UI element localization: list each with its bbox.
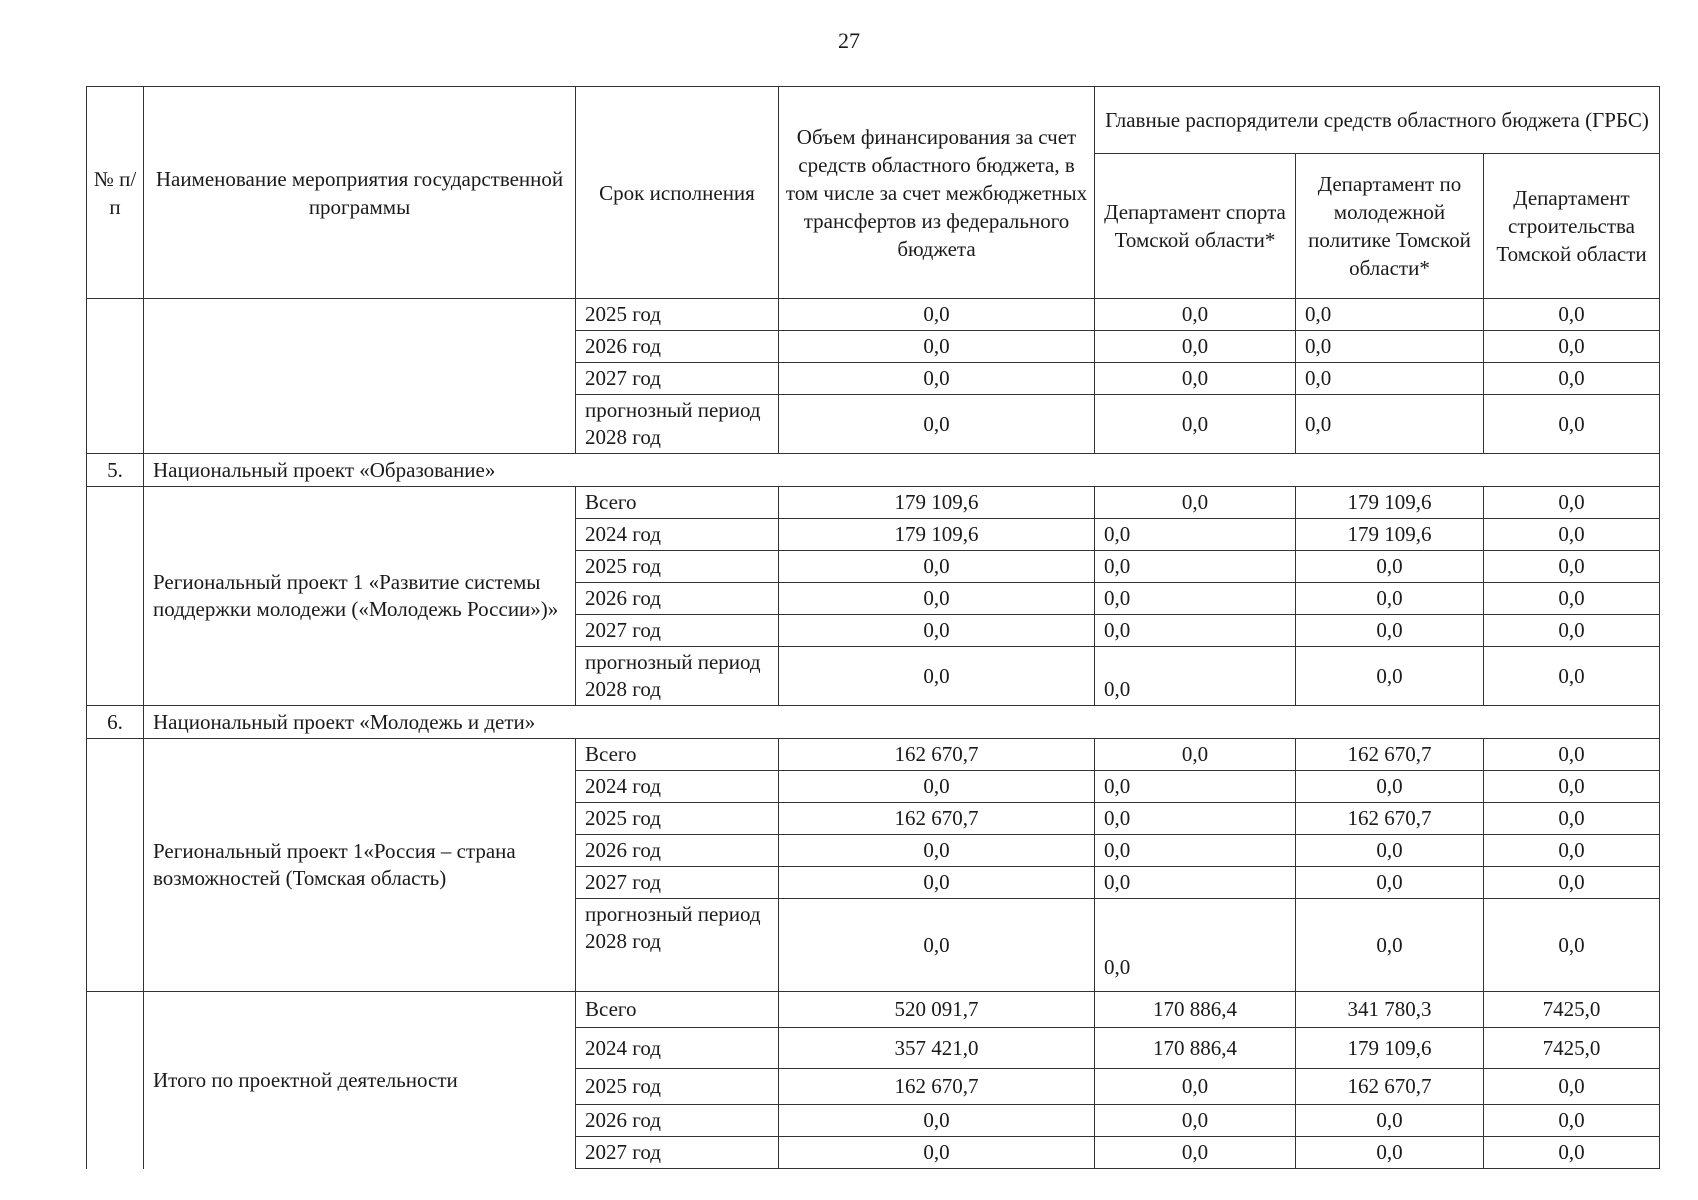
construction-cell: 0,0 bbox=[1484, 331, 1660, 363]
youth-cell: 0,0 bbox=[1296, 1137, 1484, 1169]
period-cell: 2025 год bbox=[576, 1069, 779, 1105]
volume-cell: 0,0 bbox=[779, 583, 1095, 615]
sport-cell: 0,0 bbox=[1095, 867, 1296, 899]
header-num: № п/п bbox=[87, 87, 144, 299]
header-grbs-group: Главные распорядители средств областного бюджета (ГРБС) bbox=[1095, 87, 1660, 154]
youth-cell: 0,0 bbox=[1296, 331, 1484, 363]
sport-cell: 0,0 bbox=[1095, 363, 1296, 395]
construction-cell: 0,0 bbox=[1484, 835, 1660, 867]
sport-cell: 0,0 bbox=[1095, 739, 1296, 771]
construction-cell: 0,0 bbox=[1484, 899, 1660, 992]
construction-cell: 0,0 bbox=[1484, 771, 1660, 803]
youth-cell: 0,0 bbox=[1296, 899, 1484, 992]
table-row bbox=[87, 299, 1660, 331]
header-grbs-sport: Департамент спорта Томской области* bbox=[1095, 154, 1296, 299]
volume-cell: 162 670,7 bbox=[779, 739, 1095, 771]
construction-cell: 0,0 bbox=[1484, 1137, 1660, 1169]
sport-cell: 0,0 bbox=[1095, 615, 1296, 647]
volume-cell: 0,0 bbox=[779, 835, 1095, 867]
period-cell: Всего bbox=[576, 992, 779, 1028]
sport-cell: 0,0 bbox=[1095, 299, 1296, 331]
name-cell bbox=[144, 299, 576, 454]
project-name: Региональный проект 1«Россия – страна возможностей (Томская область) bbox=[144, 739, 576, 992]
table-header-row bbox=[87, 87, 1660, 154]
youth-cell: 0,0 bbox=[1296, 647, 1484, 706]
sport-cell: 0,0 bbox=[1095, 519, 1296, 551]
youth-cell: 0,0 bbox=[1296, 835, 1484, 867]
sport-cell: 0,0 bbox=[1095, 803, 1296, 835]
volume-cell: 179 109,6 bbox=[779, 519, 1095, 551]
youth-cell: 0,0 bbox=[1296, 551, 1484, 583]
youth-cell: 0,0 bbox=[1296, 1105, 1484, 1137]
period-cell: прогнозный период 2028 год bbox=[576, 647, 779, 706]
period-cell: 2027 год bbox=[576, 615, 779, 647]
construction-cell: 0,0 bbox=[1484, 395, 1660, 454]
sport-cell: 0,0 bbox=[1095, 899, 1296, 992]
period-cell: 2025 год bbox=[576, 299, 779, 331]
total-title: Итого по проектной деятельности bbox=[144, 992, 576, 1169]
youth-cell: 162 670,7 bbox=[1296, 739, 1484, 771]
volume-cell: 0,0 bbox=[779, 331, 1095, 363]
volume-cell: 520 091,7 bbox=[779, 992, 1095, 1028]
volume-cell: 0,0 bbox=[779, 771, 1095, 803]
sport-cell: 170 886,4 bbox=[1095, 992, 1296, 1028]
sport-cell: 0,0 bbox=[1095, 647, 1296, 706]
sport-cell: 0,0 bbox=[1095, 1069, 1296, 1105]
youth-cell: 0,0 bbox=[1296, 771, 1484, 803]
num-cell bbox=[87, 992, 144, 1169]
youth-cell: 179 109,6 bbox=[1296, 1028, 1484, 1069]
sport-cell: 170 886,4 bbox=[1095, 1028, 1296, 1069]
volume-cell: 0,0 bbox=[779, 363, 1095, 395]
header-grbs-construction: Департамент строительства Томской области bbox=[1484, 154, 1660, 299]
construction-cell: 0,0 bbox=[1484, 739, 1660, 771]
sport-cell: 0,0 bbox=[1095, 487, 1296, 519]
volume-cell: 0,0 bbox=[779, 867, 1095, 899]
sport-cell: 0,0 bbox=[1095, 583, 1296, 615]
section-row bbox=[87, 706, 1660, 739]
construction-cell: 7425,0 bbox=[1484, 1028, 1660, 1069]
header-name: Наименование мероприятия государственной программы bbox=[144, 87, 576, 299]
period-cell: 2024 год bbox=[576, 519, 779, 551]
youth-cell: 0,0 bbox=[1296, 867, 1484, 899]
construction-cell: 0,0 bbox=[1484, 551, 1660, 583]
section-title: Национальный проект «Молодежь и дети» bbox=[144, 706, 1660, 739]
period-cell: прогнозный период 2028 год bbox=[576, 395, 779, 454]
youth-cell: 0,0 bbox=[1296, 583, 1484, 615]
table-row bbox=[87, 992, 1660, 1028]
sport-cell: 0,0 bbox=[1095, 395, 1296, 454]
table-row bbox=[87, 487, 1660, 519]
youth-cell: 0,0 bbox=[1296, 615, 1484, 647]
header-term: Срок исполнения bbox=[576, 87, 779, 299]
youth-cell: 162 670,7 bbox=[1296, 803, 1484, 835]
construction-cell: 0,0 bbox=[1484, 519, 1660, 551]
header-grbs-youth: Департамент по молодежной политике Томской области* bbox=[1296, 154, 1484, 299]
volume-cell: 0,0 bbox=[779, 1137, 1095, 1169]
num-cell bbox=[87, 487, 144, 706]
construction-cell: 0,0 bbox=[1484, 1105, 1660, 1137]
sport-cell: 0,0 bbox=[1095, 331, 1296, 363]
construction-cell: 0,0 bbox=[1484, 867, 1660, 899]
volume-cell: 0,0 bbox=[779, 615, 1095, 647]
project-name: Региональный проект 1 «Развитие системы поддержки молодежи («Молодежь России»)» bbox=[144, 487, 576, 706]
section-title: Национальный проект «Образование» bbox=[144, 454, 1660, 487]
construction-cell: 0,0 bbox=[1484, 1069, 1660, 1105]
section-number: 6. bbox=[87, 706, 144, 739]
construction-cell: 7425,0 bbox=[1484, 992, 1660, 1028]
period-cell: 2027 год bbox=[576, 867, 779, 899]
volume-cell: 0,0 bbox=[779, 1105, 1095, 1137]
period-cell: 2024 год bbox=[576, 771, 779, 803]
sport-cell: 0,0 bbox=[1095, 551, 1296, 583]
youth-cell: 0,0 bbox=[1296, 299, 1484, 331]
period-cell: прогнозный период 2028 год bbox=[576, 899, 779, 992]
volume-cell: 0,0 bbox=[779, 551, 1095, 583]
period-cell: 2026 год bbox=[576, 331, 779, 363]
sport-cell: 0,0 bbox=[1095, 835, 1296, 867]
period-cell: 2027 год bbox=[576, 1137, 779, 1169]
period-cell: 2024 год bbox=[576, 1028, 779, 1069]
num-cell bbox=[87, 739, 144, 992]
volume-cell: 162 670,7 bbox=[779, 803, 1095, 835]
construction-cell: 0,0 bbox=[1484, 647, 1660, 706]
volume-cell: 162 670,7 bbox=[779, 1069, 1095, 1105]
period-cell: 2026 год bbox=[576, 1105, 779, 1137]
section-number: 5. bbox=[87, 454, 144, 487]
youth-cell: 0,0 bbox=[1296, 395, 1484, 454]
budget-table bbox=[86, 86, 1660, 1169]
period-cell: 2025 год bbox=[576, 803, 779, 835]
period-cell: 2026 год bbox=[576, 583, 779, 615]
volume-cell: 0,0 bbox=[779, 395, 1095, 454]
period-cell: 2025 год bbox=[576, 551, 779, 583]
period-cell: 2026 год bbox=[576, 835, 779, 867]
volume-cell: 357 421,0 bbox=[779, 1028, 1095, 1069]
construction-cell: 0,0 bbox=[1484, 487, 1660, 519]
youth-cell: 179 109,6 bbox=[1296, 487, 1484, 519]
sport-cell: 0,0 bbox=[1095, 771, 1296, 803]
construction-cell: 0,0 bbox=[1484, 803, 1660, 835]
construction-cell: 0,0 bbox=[1484, 583, 1660, 615]
volume-cell: 0,0 bbox=[779, 647, 1095, 706]
section-row bbox=[87, 454, 1660, 487]
construction-cell: 0,0 bbox=[1484, 615, 1660, 647]
volume-cell: 179 109,6 bbox=[779, 487, 1095, 519]
volume-cell: 0,0 bbox=[779, 899, 1095, 992]
youth-cell: 162 670,7 bbox=[1296, 1069, 1484, 1105]
youth-cell: 0,0 bbox=[1296, 363, 1484, 395]
table-row bbox=[87, 739, 1660, 771]
youth-cell: 179 109,6 bbox=[1296, 519, 1484, 551]
period-cell: Всего bbox=[576, 487, 779, 519]
period-cell: Всего bbox=[576, 739, 779, 771]
volume-cell: 0,0 bbox=[779, 299, 1095, 331]
construction-cell: 0,0 bbox=[1484, 363, 1660, 395]
header-volume: Объем финансирования за счет средств областного бюджета, в том числе за счет межбюджетных трансфертов из федерального бюджета bbox=[779, 87, 1095, 299]
num-cell bbox=[87, 299, 144, 454]
sport-cell: 0,0 bbox=[1095, 1105, 1296, 1137]
period-cell: 2027 год bbox=[576, 363, 779, 395]
youth-cell: 341 780,3 bbox=[1296, 992, 1484, 1028]
construction-cell: 0,0 bbox=[1484, 299, 1660, 331]
page-number: 27 bbox=[838, 28, 860, 53]
sport-cell: 0,0 bbox=[1095, 1137, 1296, 1169]
